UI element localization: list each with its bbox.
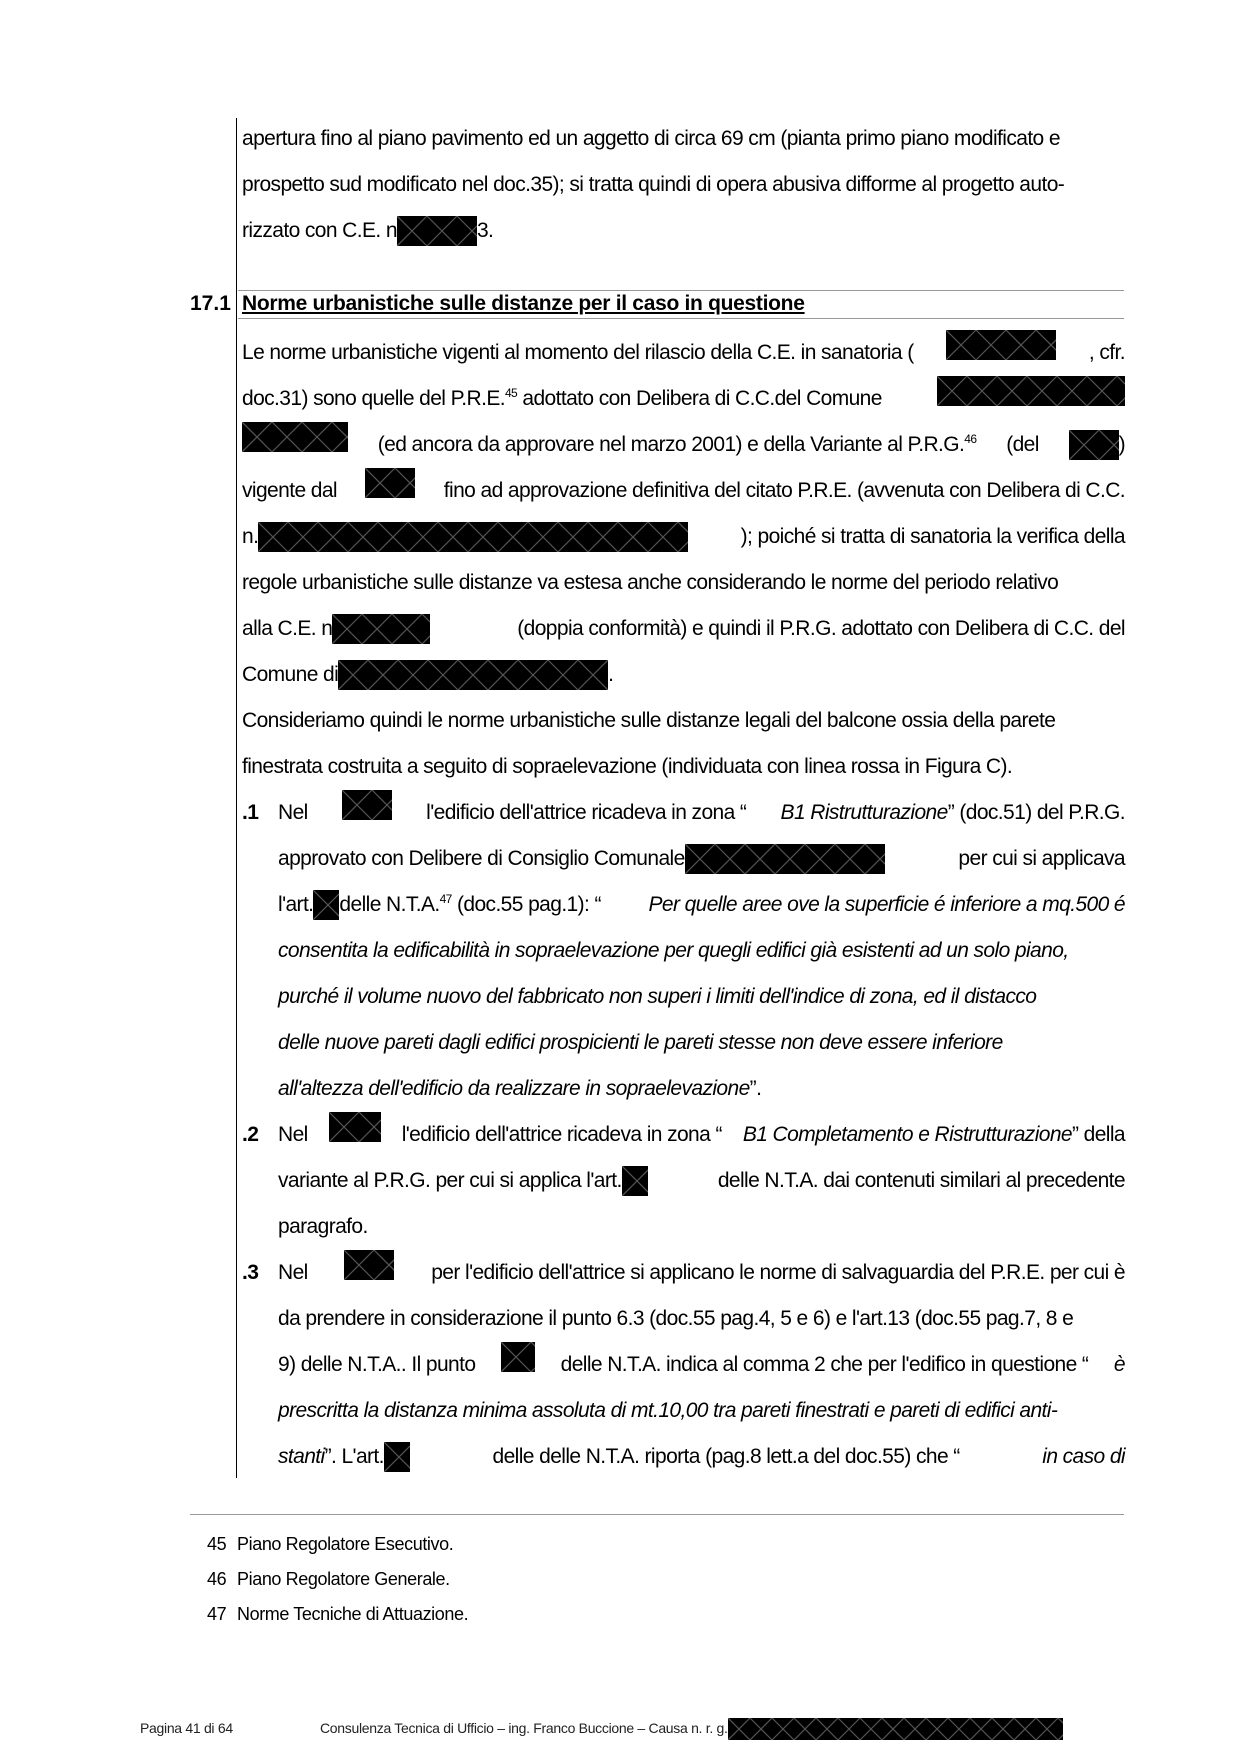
text-line: rizzato con C.E. n 3.: [242, 208, 493, 254]
text-line: Comune di .: [242, 652, 613, 698]
list-item-number: .1: [242, 801, 259, 824]
redaction-block: [1069, 430, 1119, 460]
text-line: Nel l'edificio dell'attrice ricadeva in zona “ B1 Ristrutturazione” (doc.51) del P.R.G.: [278, 790, 1125, 836]
redaction-block: [329, 1112, 381, 1142]
text-line: regole urbanistiche sulle distanze va estesa anche considerando le norme del periodo relativo: [242, 571, 1059, 594]
text-line: da prendere in considerazione il punto 6.3 (doc.55 pag.4, 5 e 6) e l'art.13 (doc.55 pag.7, 8 e: [278, 1307, 1074, 1330]
text-line: approvato con Delibere di Consiglio Comunale per cui si applicava: [278, 836, 1125, 882]
footnote: 46 Piano Regolatore Generale.: [207, 1569, 450, 1589]
text-line: l'art. delle N.T.A.$^{47}$ (doc.55 pag.1): “ Per quelle aree ove la superficie é inferiore a mq.500 é: [278, 882, 1125, 928]
text-line: Nel per l'edificio dell'attrice si applicano le norme di salvaguardia del P.R.E. per cui è: [278, 1250, 1125, 1296]
redaction-block: [728, 1718, 1063, 1740]
text-line: variante al P.R.G. per cui si applica l'art. delle N.T.A. dai contenuti similari al precedente: [278, 1158, 1125, 1204]
text-line: prospetto sud modificato nel doc.35); si tratta quindi di opera abusiva difforme al progetto auto-: [242, 173, 1065, 196]
list-item-number: .2: [242, 1123, 259, 1146]
section-title: Norme urbanistiche sulle distanze per il caso in questione: [242, 292, 805, 315]
footnote: 45 Piano Regolatore Esecutivo.: [207, 1534, 454, 1554]
text-line: consentita la edificabilità in sopraelevazione per quegli edifici già esistenti ad un solo piano,: [278, 939, 1069, 962]
redaction-block: [342, 790, 392, 820]
redaction-block: [501, 1342, 535, 1372]
margin-bar: [236, 118, 237, 1478]
text-line: delle nuove pareti dagli edifici prospicienti le pareti stesse non deve essere inferiore: [278, 1031, 1003, 1054]
text-line: Nel l'edificio dell'attrice ricadeva in zona “ B1 Completamento e Ristrutturazione” della: [278, 1112, 1125, 1158]
redaction-block: [946, 330, 1056, 360]
footnote-separator: [190, 1514, 1124, 1515]
redaction-block: [344, 1250, 394, 1280]
text-line: vigente dal fino ad approvazione definitiva del citato P.R.E. (avvenuta con Delibera di C.C.: [242, 468, 1125, 514]
redaction-block: [937, 376, 1125, 406]
redaction-block: [313, 890, 339, 920]
redaction-block: [332, 614, 430, 644]
text-line: all'altezza dell'edificio da realizzare in sopraelevazione”.: [278, 1077, 762, 1100]
text-line: finestrata costruita a seguito di sopraelevazione (individuata con linea rossa in Figura C).: [242, 755, 1013, 778]
redaction-block: [338, 660, 608, 690]
text-line: apertura fino al piano pavimento ed un aggetto di circa 69 cm (pianta primo piano modificato e: [242, 127, 1060, 150]
footnote: 47 Norme Tecniche di Attuazione.: [207, 1604, 469, 1624]
text-line: Consideriamo quindi le norme urbanistiche sulle distanze legali del balcone ossia della parete: [242, 709, 1056, 732]
heading-rule-bottom: [238, 318, 1124, 319]
redaction-block: [384, 1442, 410, 1472]
text-line: stanti”. L'art. delle delle N.T.A. riporta (pag.8 lett.a del doc.55) che “ in caso di: [278, 1434, 1125, 1480]
text-line: prescritta la distanza minima assoluta di mt.10,00 tra pareti finestrati e pareti di edifici anti-: [278, 1399, 1058, 1422]
redaction-block: [242, 422, 348, 452]
footer-caption: Consulenza Tecnica di Ufficio – ing. Franco Buccione – Causa n. r. g.: [320, 1717, 1063, 1740]
text-line: (ed ancora da approvare nel marzo 2001) e della Variante al P.R.G.$^{46}$ (del ): [242, 422, 1125, 468]
text-line: doc.31) sono quelle del P.R.E.$^{45}$ adottato con Delibera di C.C.del Comune: [242, 376, 1125, 422]
text-line: alla C.E. n (doppia conformità) e quindi il P.R.G. adottato con Delibera di C.C. del: [242, 606, 1125, 652]
text-line: paragrafo.: [278, 1215, 368, 1238]
text-line: 9) delle N.T.A.. Il punto delle N.T.A. indica al comma 2 che per l'edifico in questione “ è: [278, 1342, 1125, 1388]
redaction-block: [397, 216, 477, 246]
redaction-block: [622, 1166, 648, 1196]
redaction-block: [685, 844, 885, 874]
text-line: Le norme urbanistiche vigenti al momento del rilascio della C.E. in sanatoria ( , cfr.: [242, 330, 1125, 376]
list-item-number: .3: [242, 1261, 259, 1284]
section-number: 17.1: [190, 292, 231, 315]
text-line: n. ); poiché si tratta di sanatoria la verifica della: [242, 514, 1125, 560]
redaction-block: [258, 522, 688, 552]
redaction-block: [365, 468, 415, 498]
text-line: purché il volume nuovo del fabbricato non superi i limiti dell'indice di zona, ed il distacco: [278, 985, 1037, 1008]
page-number: Pagina 41 di 64: [140, 1720, 233, 1736]
